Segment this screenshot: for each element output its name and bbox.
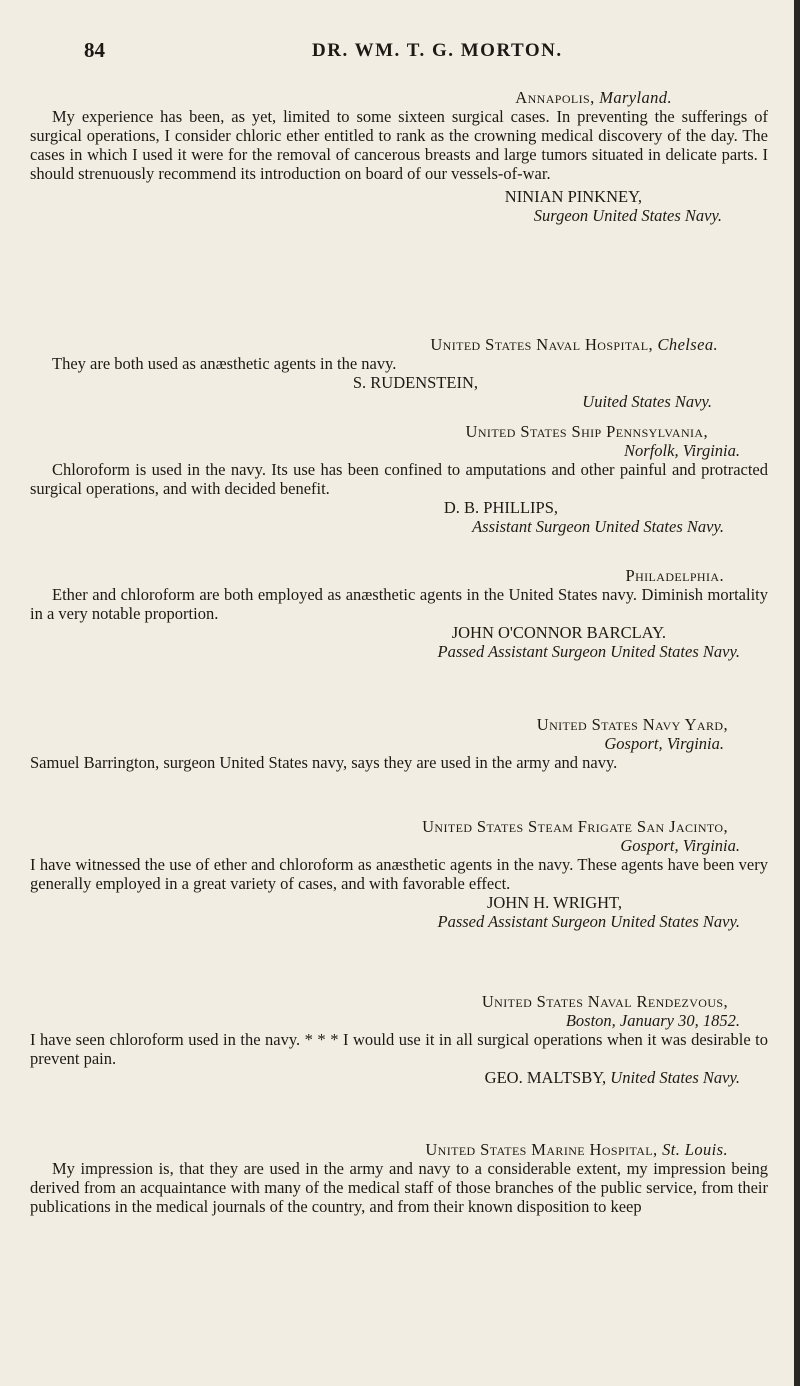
letter-location xyxy=(30,1140,768,1159)
letter-signature-title: Uuited States Navy. xyxy=(582,392,712,411)
location-name: United States Naval Hospital, xyxy=(430,335,653,354)
page-edge-shadow xyxy=(794,0,800,1386)
letter-signature-title: Assistant Surgeon United States Navy. xyxy=(472,517,724,536)
letter-body: They are both used as anæsthetic agents in the navy. xyxy=(52,354,397,373)
letter-entry xyxy=(30,992,768,1087)
letter-entry xyxy=(30,817,768,931)
letter-entry xyxy=(30,1140,768,1216)
letter-body: Chloroform is used in the navy. Its use has been confined to amputations and other painful and protracted surgical operations, and with decided benefit. xyxy=(30,460,768,498)
location-place: Maryland. xyxy=(599,88,672,107)
letter-body: My experience has been, as yet, limited to some sixteen surgical cases. In preventing the sufferings of surgical operations, I consider chloric ether entitled to rank as the crowning medical discovery of the day. The cases in which I used it were for the removal of cancerous breasts and large tumors situated in delicate parts. I should strenuously recommend its introduction on board of our vessels-of-war. xyxy=(30,107,768,183)
location-place: St. Louis. xyxy=(662,1140,728,1159)
letter-signature: GEO. MALTSBY, xyxy=(484,1068,607,1087)
letter-entry xyxy=(30,88,768,225)
letter-body: Samuel Barrington, surgeon United States navy, says they are used in the army and navy. xyxy=(30,753,618,772)
letter-location: United States Naval Rendezvous, xyxy=(481,992,728,1011)
letter-signature-title: United States Navy. xyxy=(610,1068,740,1087)
letter-body: My impression is, that they are used in the army and navy to a considerable extent, my impression being derived from an acquaintance with many of the medical staff of those branches of the public service, from their publications in the medical journals of the country, and from their known disposition to keep xyxy=(30,1159,768,1216)
running-title: DR. WM. T. G. MORTON. xyxy=(312,40,563,61)
letter-entry xyxy=(30,335,768,411)
letter-signature-line xyxy=(30,1068,768,1087)
letter-location: Philadelphia. xyxy=(625,566,724,585)
letter-location xyxy=(30,335,768,354)
location-place: Gosport, Virginia. xyxy=(620,836,740,855)
page-header xyxy=(84,38,770,68)
location-place: Gosport, Virginia. xyxy=(604,734,724,753)
letter-body: I have witnessed the use of ether and chloroform as anæsthetic agents in the navy. These agents have been very generally employed in a great variety of cases, and with favorable effect. xyxy=(30,855,768,893)
letter-body: Ether and chloroform are both employed as anæsthetic agents in the United States navy. Diminish mortality in a very notable proportion. xyxy=(30,585,768,623)
location-name: Annapolis, xyxy=(515,88,595,107)
letter-location: United States Steam Frigate San Jacinto, xyxy=(422,817,728,836)
letter-signature: NINIAN PINKNEY, xyxy=(504,187,642,206)
location-place: Boston, January 30, 1852. xyxy=(565,1011,740,1030)
location-place: Chelsea. xyxy=(657,335,718,354)
letter-body: I have seen chloroform used in the navy. * * * I would use it in all surgical operations when it was desirable to prevent pain. xyxy=(30,1030,768,1068)
page-number: 84 xyxy=(84,38,105,62)
letter-signature: S. RUDENSTEIN, xyxy=(352,373,478,392)
letter-signature: JOHN H. WRIGHT, xyxy=(486,893,622,912)
letter-signature: JOHN O'CONNOR BARCLAY. xyxy=(451,623,666,642)
location-name: United States Marine Hospital, xyxy=(425,1140,658,1159)
letter-signature: D. B. PHILLIPS, xyxy=(443,498,558,517)
letter-entry xyxy=(30,566,768,661)
location-place: Norfolk, Virginia. xyxy=(624,441,740,460)
letter-location: United States Navy Yard, xyxy=(536,715,728,734)
letter-signature-title: Surgeon United States Navy. xyxy=(533,206,722,225)
letter-entry xyxy=(30,422,768,536)
letter-location xyxy=(30,88,768,107)
letter-entry xyxy=(30,715,768,772)
letter-signature-title: Passed Assistant Surgeon United States Navy. xyxy=(437,642,740,661)
letter-signature-title: Passed Assistant Surgeon United States Navy. xyxy=(437,912,740,931)
letter-location: United States Ship Pennsylvania, xyxy=(465,422,708,441)
